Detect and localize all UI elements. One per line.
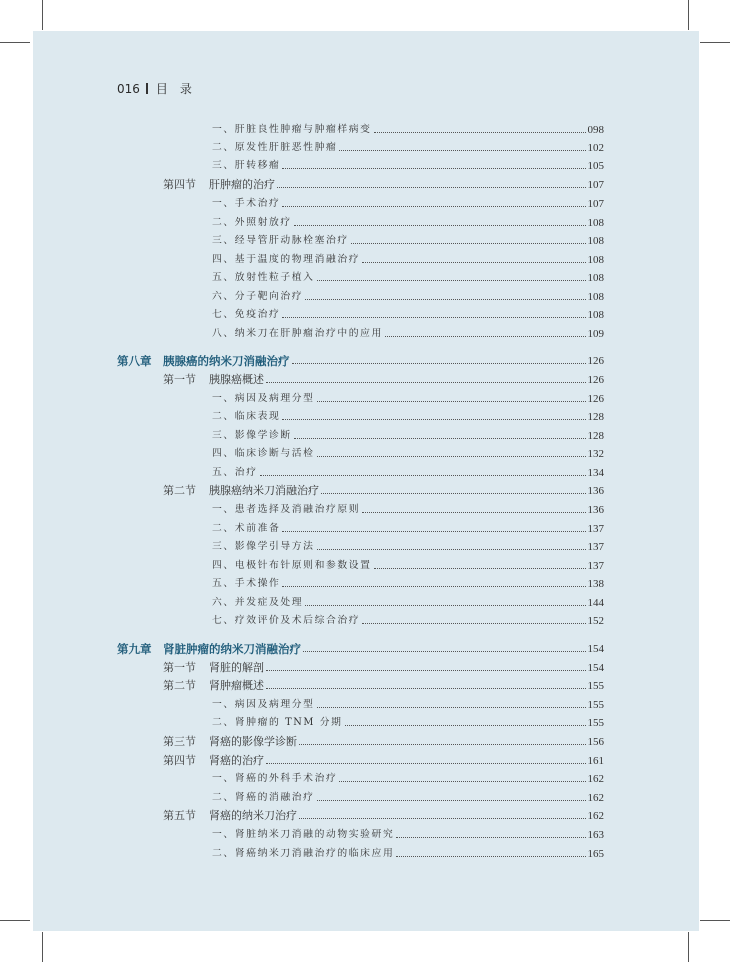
toc-entry-title: 二、肾癌纳米刀消融治疗的临床应用 — [212, 848, 395, 859]
toc-label — [212, 234, 349, 248]
toc-entry-sub — [212, 406, 604, 424]
toc-entry-section — [163, 675, 604, 693]
toc-entry-title: 一、肾脏纳米刀消融的动物实验研究 — [212, 829, 395, 840]
toc-entry-title: 胰腺癌的纳米刀消融治疗 — [163, 354, 290, 368]
toc-entry-title: 二、原发性肝脏恶性肿瘤 — [212, 142, 338, 153]
toc-page-number: 108 — [587, 309, 604, 321]
toc-entry-title: 五、放射性粒子植入 — [212, 272, 315, 283]
toc-entry-sub — [212, 212, 604, 230]
toc-entry-title: 一、病因及病理分型 — [212, 393, 315, 404]
toc-entry-sub — [212, 843, 604, 861]
toc-label — [212, 791, 315, 805]
toc-label — [163, 679, 264, 693]
toc-entry-sub — [212, 536, 604, 554]
toc-entry-title: 三、经导管肝动脉栓塞治疗 — [212, 235, 349, 246]
toc-label — [117, 642, 301, 656]
toc-entry-section — [163, 369, 604, 387]
toc-entry-section — [163, 174, 604, 192]
leader-dots — [362, 512, 585, 513]
toc-label — [212, 698, 315, 712]
leader-dots — [374, 568, 586, 569]
toc-page-number: 107 — [587, 198, 604, 210]
leader-dots — [385, 336, 586, 337]
toc-page-number: 126 — [587, 355, 604, 367]
toc-label — [212, 216, 292, 230]
toc-label — [212, 123, 372, 137]
toc-page-number: 155 — [587, 699, 604, 711]
toc-entry-sub — [212, 694, 604, 712]
toc-entry-sub — [212, 267, 604, 285]
leader-dots — [299, 744, 586, 745]
toc-page-number: 126 — [587, 393, 604, 405]
toc-entry-title: 肾癌的纳米刀治疗 — [209, 809, 297, 822]
toc-entry-title: 一、患者选择及消融治疗原则 — [212, 504, 361, 515]
toc-page-number: 161 — [587, 755, 604, 767]
crop-mark — [0, 42, 30, 43]
leader-dots — [294, 438, 586, 439]
leader-dots — [317, 549, 586, 550]
toc-entry-sub — [212, 462, 604, 480]
toc-page-number: 137 — [587, 541, 604, 553]
toc-page-number: 107 — [587, 179, 604, 191]
toc-label — [212, 540, 315, 554]
toc-entry-title: 六、分子靶向治疗 — [212, 291, 304, 302]
toc-label — [212, 614, 360, 628]
toc-entry-title: 肾脏肿瘤的纳米刀消融治疗 — [163, 642, 301, 656]
toc-entry-sub — [212, 119, 604, 137]
toc-label — [163, 809, 297, 823]
leader-dots — [396, 837, 585, 838]
toc-page-number: 144 — [587, 597, 604, 609]
toc-entry-section — [163, 750, 604, 768]
toc-page-number: 155 — [587, 680, 604, 692]
crop-mark — [700, 920, 730, 921]
toc-entry-title: 二、临床表现 — [212, 411, 281, 422]
toc-label — [117, 354, 290, 368]
toc-entry-sub — [212, 137, 604, 155]
toc-label — [212, 772, 337, 786]
toc-entry-title: 五、手术操作 — [212, 578, 281, 589]
toc-entry-title: 一、肾癌的外科手术治疗 — [212, 773, 338, 784]
toc-label — [212, 466, 258, 480]
toc-entry-number: 第九章 — [117, 642, 152, 656]
crop-mark — [0, 920, 30, 921]
toc-page-number: 108 — [587, 291, 604, 303]
leader-dots — [266, 688, 586, 689]
toc-entry-sub — [212, 518, 604, 536]
toc-entry-title: 六、并发症及处理 — [212, 597, 304, 608]
leader-dots — [266, 382, 586, 383]
toc-page-number: 154 — [587, 643, 604, 655]
leader-dots — [282, 206, 585, 207]
toc-label — [212, 159, 280, 173]
toc-page-number: 128 — [587, 430, 604, 442]
toc-entry-title: 二、肾肿瘤的 TNM 分期 — [212, 717, 343, 728]
toc-entry-sub — [212, 323, 604, 341]
toc-entry-sub — [212, 712, 604, 730]
toc-label — [212, 828, 394, 842]
leader-dots — [305, 605, 585, 606]
toc-entry-number: 第一节 — [163, 373, 196, 386]
toc-page-number: 137 — [587, 560, 604, 572]
toc-page-number: 162 — [587, 792, 604, 804]
leader-dots — [282, 586, 585, 587]
toc-entry-number: 第八章 — [117, 354, 152, 368]
toc-entry-section — [163, 657, 604, 675]
running-header — [117, 80, 204, 97]
leader-dots — [277, 187, 586, 188]
toc-entry-number: 第二节 — [163, 679, 196, 692]
toc-entry-sub — [212, 610, 604, 628]
toc-page-number: 136 — [587, 504, 604, 516]
leader-dots — [282, 168, 585, 169]
toc-entry-title: 五、治疗 — [212, 467, 258, 478]
toc-entry-title: 三、影像学引导方法 — [212, 541, 315, 552]
leader-dots — [282, 419, 585, 420]
toc-entry-sub — [212, 592, 604, 610]
leader-dots — [299, 818, 586, 819]
toc-page-number: 134 — [587, 467, 604, 479]
leader-dots — [317, 401, 586, 402]
crop-mark — [688, 932, 689, 962]
toc-entry-section — [163, 805, 604, 823]
toc-page-number: 155 — [587, 717, 604, 729]
toc-page-number: 162 — [587, 810, 604, 822]
toc-label — [163, 661, 264, 675]
toc-entry-title: 肾脏的解剖 — [209, 661, 264, 674]
crop-mark — [42, 0, 43, 30]
toc-entry-title: 三、肝转移瘤 — [212, 160, 281, 171]
toc-entry-sub — [212, 193, 604, 211]
header-page-number: 016 — [117, 82, 140, 96]
toc-label — [212, 410, 280, 424]
toc-entry-sub — [212, 768, 604, 786]
toc-label — [212, 392, 315, 406]
toc-page-number: 162 — [587, 773, 604, 785]
toc-label — [163, 178, 275, 192]
toc-entry-title: 七、免疫治疗 — [212, 309, 281, 320]
toc-entry-number: 第一节 — [163, 661, 196, 674]
leader-dots — [374, 132, 586, 133]
toc-entry-title: 肾癌的治疗 — [209, 754, 264, 767]
toc-entry-sub — [212, 573, 604, 591]
toc-page-number: 102 — [587, 142, 604, 154]
toc-entry-sub — [212, 230, 604, 248]
toc-label — [163, 754, 264, 768]
leader-dots — [321, 493, 586, 494]
toc-page-number: 138 — [587, 578, 604, 590]
toc-entry-chapter — [117, 638, 604, 656]
toc-entry-sub — [212, 249, 604, 267]
toc-entry-title: 三、影像学诊断 — [212, 430, 292, 441]
toc-entry-number: 第三节 — [163, 735, 196, 748]
toc-label — [212, 141, 337, 155]
toc-entry-section — [163, 480, 604, 498]
leader-dots — [317, 456, 586, 457]
toc-page-number: 098 — [587, 124, 604, 136]
toc-entry-number: 第五节 — [163, 809, 196, 822]
toc-entry-title: 二、术前准备 — [212, 523, 281, 534]
leader-dots — [345, 725, 586, 726]
toc-entry-title: 肾肿瘤概述 — [209, 679, 264, 692]
toc-label — [212, 447, 315, 461]
toc-label — [212, 716, 343, 730]
toc-page-number: 108 — [587, 217, 604, 229]
toc-entry-title: 胰腺癌概述 — [209, 373, 264, 386]
toc-label — [212, 847, 394, 861]
toc-entry-title: 四、临床诊断与活检 — [212, 448, 315, 459]
toc-page-number: 136 — [587, 485, 604, 497]
leader-dots — [303, 651, 586, 652]
leader-dots — [362, 262, 585, 263]
toc-entry-title: 四、电极针布针原则和参数设置 — [212, 560, 372, 571]
toc-page-number: 165 — [587, 848, 604, 860]
toc-entry-title: 二、外照射放疗 — [212, 217, 292, 228]
toc-entry-sub — [212, 787, 604, 805]
toc-page-number: 128 — [587, 411, 604, 423]
leader-dots — [339, 781, 585, 782]
toc-page-number: 154 — [587, 662, 604, 674]
toc-page-number: 108 — [587, 235, 604, 247]
leader-dots — [294, 225, 586, 226]
leader-dots — [282, 531, 585, 532]
toc-label — [212, 290, 303, 304]
toc-page-number: 105 — [587, 160, 604, 172]
leader-dots — [317, 800, 586, 801]
toc-entry-title: 一、手术治疗 — [212, 198, 281, 209]
toc-entry-sub — [212, 443, 604, 461]
leader-dots — [317, 280, 586, 281]
leader-dots — [266, 763, 586, 764]
toc-page-number: 163 — [587, 829, 604, 841]
toc-entry-title: 一、病因及病理分型 — [212, 699, 315, 710]
crop-mark — [700, 42, 730, 43]
toc-page-number: 156 — [587, 736, 604, 748]
toc-page-number: 137 — [587, 523, 604, 535]
toc-label — [212, 429, 292, 443]
toc-entry-title: 肾癌的影像学诊断 — [209, 735, 297, 748]
leader-dots — [260, 475, 586, 476]
crop-mark — [42, 932, 43, 962]
toc-page-number: 126 — [587, 374, 604, 386]
leader-dots — [317, 707, 586, 708]
toc-entry-sub — [212, 286, 604, 304]
leader-dots — [362, 623, 585, 624]
toc-label — [212, 522, 280, 536]
crop-mark — [688, 0, 689, 30]
toc-page-number: 108 — [587, 254, 604, 266]
toc-entry-number: 第四节 — [163, 754, 196, 767]
toc-label — [212, 577, 280, 591]
toc-label — [212, 253, 360, 267]
toc-label — [163, 484, 319, 498]
leader-dots — [266, 670, 586, 671]
toc-entry-sub — [212, 304, 604, 322]
toc-entry-sub — [212, 155, 604, 173]
toc-entry-sub — [212, 499, 604, 517]
toc-entry-section — [163, 731, 604, 749]
toc-entry-title: 八、纳米刀在肝肿瘤治疗中的应用 — [212, 328, 383, 339]
toc-label — [212, 308, 280, 322]
toc-page-number: 132 — [587, 448, 604, 460]
toc-entry-sub — [212, 824, 604, 842]
toc-label — [212, 503, 360, 517]
toc-entry-sub — [212, 555, 604, 573]
toc-entry-number: 第二节 — [163, 484, 196, 497]
toc-label — [212, 197, 280, 211]
leader-dots — [292, 363, 586, 364]
toc-label — [212, 596, 303, 610]
toc-label — [212, 271, 315, 285]
toc-entry-title: 七、疗效评价及术后综合治疗 — [212, 615, 361, 626]
toc-label — [212, 327, 383, 341]
toc-entry-number: 第四节 — [163, 178, 196, 191]
toc-entry-title: 四、基于温度的物理消融治疗 — [212, 254, 361, 265]
leader-dots — [396, 856, 585, 857]
leader-dots — [339, 150, 585, 151]
toc-page-number: 109 — [587, 328, 604, 340]
toc-page-number: 152 — [587, 615, 604, 627]
toc-label — [163, 735, 297, 749]
toc-entry-title: 一、肝脏良性肿瘤与肿瘤样病变 — [212, 124, 372, 135]
toc-entry-sub — [212, 425, 604, 443]
toc-entry-title: 肝肿瘤的治疗 — [209, 178, 275, 191]
toc-page-number: 108 — [587, 272, 604, 284]
toc-entry-chapter — [117, 350, 604, 368]
leader-dots — [305, 299, 585, 300]
toc-entry-sub — [212, 388, 604, 406]
header-title: 目录 — [155, 82, 204, 96]
toc-entry-title: 胰腺癌纳米刀消融治疗 — [209, 484, 319, 497]
toc-label — [212, 559, 372, 573]
header-separator — [146, 83, 148, 94]
leader-dots — [282, 317, 585, 318]
toc-label — [163, 373, 264, 387]
toc-entry-title: 二、肾癌的消融治疗 — [212, 792, 315, 803]
leader-dots — [351, 243, 586, 244]
